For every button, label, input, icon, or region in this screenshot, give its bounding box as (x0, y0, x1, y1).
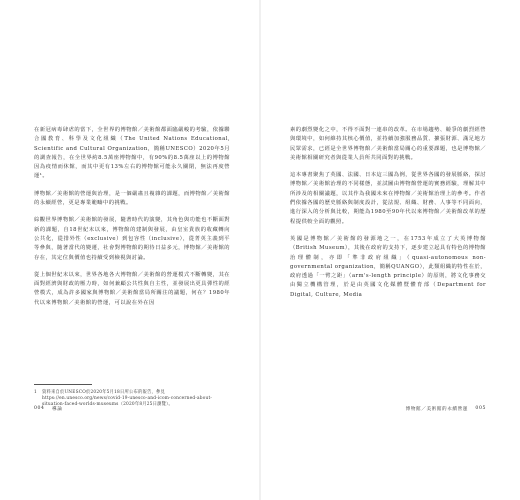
footnote (34, 390, 230, 409)
left-paragraph-4: 從上個世紀末以來，世界各地各大博物館／美術館的營運模式不斷轉變，其在面對經濟與財政的壓力時，如何兼顧公共性與自主性，並發展出更具彈性的經營模式，成為許多國家與博物館／美術館當局所關注的議題，何在？1980年代以來博物館／美術館的營運，可以說在外在因 (34, 271, 230, 306)
left-page-number: 004 (34, 406, 45, 411)
left-paragraph-3: 綜觀世界博物館／美術館的發展，隨著時代的演變，其角色與功能也不斷面對新的課題，自18世紀末以來，博物館的建制與發展，由皇室貴族的收藏轉向公共化，從排外性（exclusive）到包容性（inclusive），從菁英主義到平等參與，隨著當代的變遷，社會對博物館的期待日益多元，博物館／美術館的存在，其定位與價值也持續受到檢視與討論。 (34, 217, 230, 261)
left-paragraph-2: 博物館／美術館的營運與治理，是一個嚴肅且複雜的課題，而博物館／美術館的永續經營，更是專業範疇中的挑戰。 (34, 190, 230, 207)
footnote-rule (34, 384, 92, 385)
right-body-text (290, 126, 486, 308)
footnote-text: 資料來自於UNESCO於2020年5月18日所公布的報告，參見https://en.unesco.org/news/covid-19-unesco-and-icom-concerned-about-situation-faced-worlds-museums（2020年8月25日瀏覽）。 (42, 390, 213, 408)
left-body-text (34, 126, 230, 316)
left-paragraph-1: 在新冠病毒肆虐的當下，全世界的博物館／美術館都面臨嚴峻的考驗，依據聯合國教育、科學及文化組織（The United Nations Educational, Scientific and Cultural Organization，簡稱UNESCO）2020年5月的調查報告，在全世界約8.5萬座博物館中，有90%的8.5萬座以上的博物館因為疫情而休館，而其中更有13%左右的博物館可能永久關閉，無法再度營運¹。 (34, 127, 230, 180)
left-running-head: 導論 (52, 407, 63, 412)
right-paragraph-1: 素的劇烈變化之中，不得不面對一連串的改革。在市場趨勢、競爭的劇烈經營與環境中，如何維持其核心價值，並持續加強服務品質、擴張財源、滿足地方民眾需求，已經是全世界博物館／美術館當局關心的重要課題，也是博物館／美術館相關研究者與從業人員所共同面對的挑戰。 (290, 127, 486, 161)
right-paragraph-2: 這本專書聚焦了英國、法國、日本這三國為例，從世界各國的發展脈絡，探討博物館／美術館治理的不同樣態，並試圖由博物館營運的實務經驗，理解其中所涉及的相關議題，以其作為我國未來在博物館／美術館治理上的參考。作者們依據各國的歷史脈絡與制度設計，從法規、組織、財務、人事等不同面向，進行深入的分析與比較，期能為1980至90年代以來博物館／美術館改革的歷程提供較全面的觀照。 (290, 172, 486, 225)
right-page-number: 005 (475, 406, 486, 411)
right-running-head: 博物館／美術館的永續營運 (405, 407, 468, 412)
footnote-number: 1 (34, 390, 37, 395)
right-paragraph-3: 英國是博物館／美術館的發源地之一，在1753年成立了大英博物館（British Museum），其後在政府的支持下，逐步建立起具有特色的博物館治理體制，亦即「準非政府組織」（quasi-autonomous non-governmental organization，簡稱QUANGO），此類組織的特性在於，政府透過「一臂之距」（arm's-length principle）的原則，將文化事務交由獨立機構管理，於是由英國文化媒體暨體育部（Department for Digital, Culture, Media (290, 235, 486, 298)
right-page (260, 0, 520, 500)
